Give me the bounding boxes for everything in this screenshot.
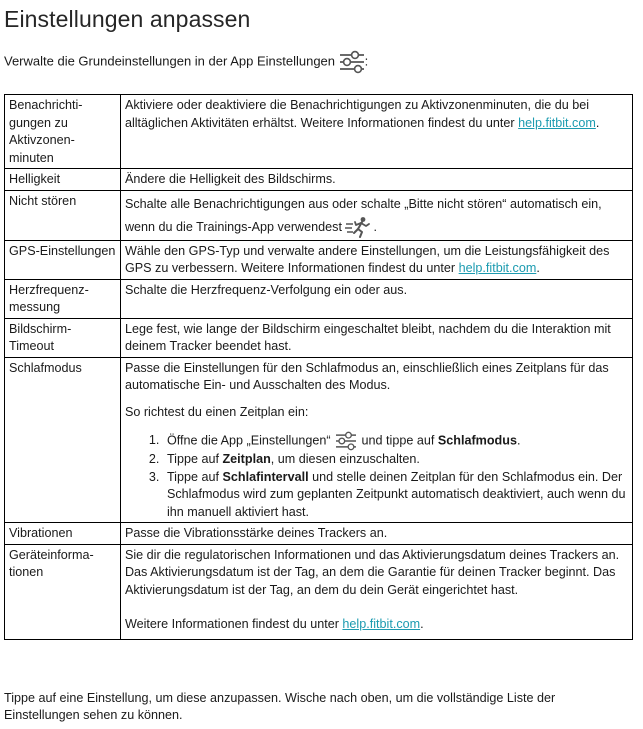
setting-name: Nicht stören (5, 190, 121, 240)
page-title: Einstellungen anpassen (4, 6, 251, 32)
table-row (5, 169, 633, 191)
table-row (5, 279, 633, 318)
help-link[interactable]: help.fitbit.com (518, 115, 596, 130)
list-item: 2. Tippe auf Zeitplan, um diesen einzuschalten. (163, 451, 628, 469)
help-link[interactable]: help.fitbit.com (458, 261, 537, 275)
settings-sliders-icon (339, 50, 365, 74)
setting-description: Passe die Vibrationsstärke deines Trackers an. (120, 523, 632, 545)
schedule-subheading: So richtest du einen Zeitplan ein: (124, 404, 309, 419)
list-item: 3. Tippe auf Schlafintervall und stelle deinen Zeitplan für den Schlafmodus ein. Der Schlafmodus wird zum geplanten Zeitpunkt automatisch deaktiviert, auch wenn du ihn manuell aktiviert hast. (163, 469, 628, 522)
table-row (5, 544, 633, 639)
setting-description: Schalte alle Benachrichtigungen aus oder schalte „Bitte nicht stören“ automatisch ein, wenn du die Trainings-App verwendest . (120, 190, 632, 240)
table-row (5, 357, 633, 523)
setting-name: Geräteinforma-tionen (5, 544, 121, 639)
setting-name: Benachrichti-gungen zu Aktivzonen-minuten (5, 95, 121, 169)
list-item: 1. Öffne die App „Einstellungen“ und tippe auf Schlafmodus. (163, 431, 628, 451)
settings-sliders-icon (334, 431, 358, 451)
intro-paragraph (4, 50, 368, 74)
setting-name: Helligkeit (5, 169, 121, 191)
help-link[interactable]: help.fitbit.com (342, 617, 421, 631)
setting-description: Wähle den GPS-Typ und verwalte andere Einstellungen, um die Leistungsfähigkeit des GPS zu verbessern. Weitere Informationen findest du unter help.fitbit.com. (120, 240, 632, 279)
setting-description-text: Passe die Einstellungen für den Schlafmodus an, einschließlich eines Zeitplans für das automatische Ein- und Ausschalten des Modus. (124, 360, 609, 392)
setting-description: Aktiviere oder deaktiviere die Benachrichtigungen zu Aktivzonenminuten, die du bei alltäglichen Aktivitäten erhältst. Weitere Informationen findest du unter help.fitbit.com. (120, 95, 632, 169)
setting-description: Lege fest, wie lange der Bildschirm eingeschaltet bleibt, nachdem du die Interaktion mit deinem Tracker beendet hast. (120, 318, 632, 357)
setting-name: Herzfrequenz-messung (5, 279, 121, 318)
table-row (5, 240, 633, 279)
setting-name: Bildschirm-Timeout (5, 318, 121, 357)
more-info: Weitere Informationen findest du unter help.fitbit.com. (124, 617, 424, 631)
intro-suffix: : (364, 53, 369, 69)
setting-description (120, 357, 632, 523)
setting-description: Ändere die Helligkeit des Bildschirms. (120, 169, 632, 191)
exercise-runner-icon (345, 216, 373, 238)
setting-description (120, 544, 632, 639)
table-row (5, 523, 633, 545)
footer-paragraph: Tippe auf eine Einstellung, um diese anzupassen. Wische nach oben, um die vollständige Liste der Einstellungen sehen zu können. (4, 691, 556, 722)
setting-name: Vibrationen (5, 523, 121, 545)
settings-table (4, 94, 633, 640)
setting-description: Schalte die Herzfrequenz-Verfolgung ein oder aus. (120, 279, 632, 318)
table-row (5, 95, 633, 169)
setting-name: Schlafmodus (5, 357, 121, 523)
setting-name: GPS-Einstellungen (5, 240, 121, 279)
schedule-steps (125, 431, 628, 521)
intro-text: Verwalte die Grundeinstellungen in der App Einstellungen (4, 53, 336, 69)
setting-description-text: Sie dir die regulatorischen Informationen und das Aktivierungsdatum deines Trackers an. Das Aktivierungsdatum ist der Tag, an dem die Garantie für deinen Tracker beginnt. Das Aktivierungsdatum ist der Tag, an dem du dein Gerät eingerichtet hast. (124, 547, 620, 597)
table-row (5, 190, 633, 240)
table-row (5, 318, 633, 357)
